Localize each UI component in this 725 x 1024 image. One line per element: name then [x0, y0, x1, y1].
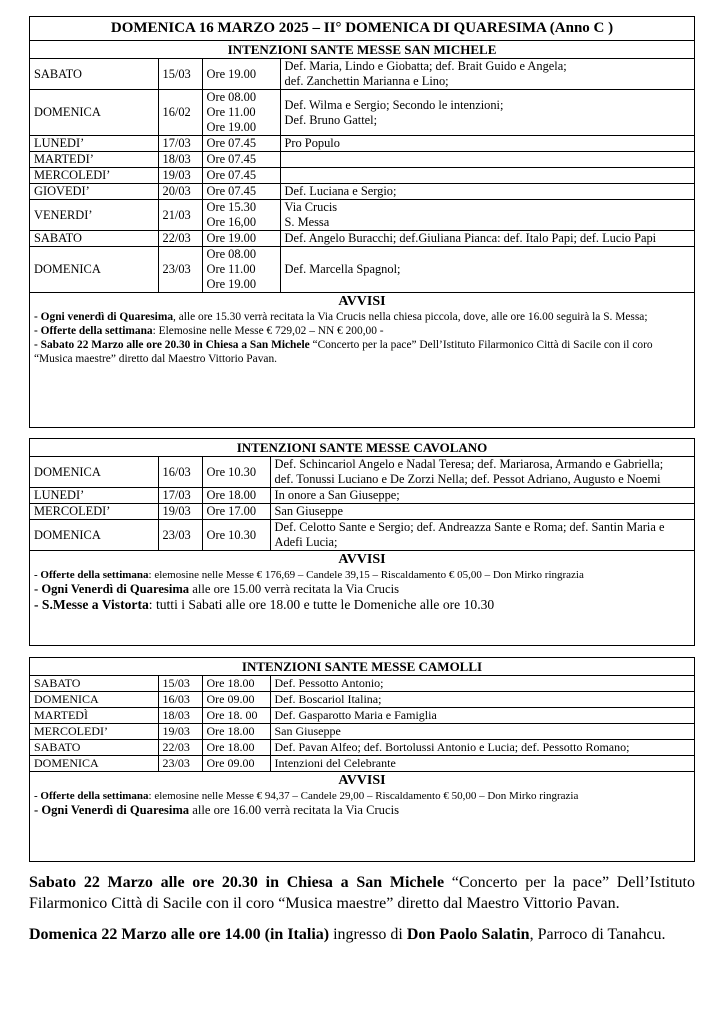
mass-date: 22/03	[158, 231, 202, 247]
mass-day: MERCOLEDI’	[30, 168, 158, 184]
mass-date: 21/03	[158, 200, 202, 231]
avviso-bold: - Ogni venerdì di Quaresima	[34, 311, 174, 323]
mass-day: SABATO	[30, 59, 158, 90]
mass-row	[30, 488, 694, 504]
mass-times	[202, 247, 280, 293]
mass-times	[202, 708, 270, 724]
mass-times	[202, 520, 270, 551]
avvisi-title: AVVISI	[338, 773, 386, 788]
mass-times	[202, 692, 270, 708]
mass-row	[30, 724, 694, 740]
mass-time: Ore 19.00	[206, 277, 257, 291]
mass-day: VENERDI’	[30, 200, 158, 231]
ingresso-notice	[29, 924, 695, 945]
mass-date: 18/03	[158, 708, 202, 724]
mass-times	[202, 152, 280, 168]
san-michele-title: INTENZIONI SANTE MESSE SAN MICHELE	[30, 41, 694, 59]
avviso-text: : elemosine nelle Messe € 94,37 – Candele 29,00 – Riscaldamento € 50,00 – Don Mirko ringrazia	[148, 790, 579, 802]
ingresso-date: Domenica 22 Marzo alle ore 14.00 (in Italia)	[29, 926, 330, 943]
mass-date: 17/03	[158, 488, 202, 504]
mass-date: 19/03	[158, 504, 202, 520]
mass-date: 15/03	[158, 59, 202, 90]
mass-time: Ore 11.00	[206, 105, 256, 119]
mass-time: Ore 10.30	[206, 464, 257, 479]
mass-row	[30, 168, 694, 184]
mass-date: 19/03	[158, 168, 202, 184]
mass-time: Ore 07.45	[206, 152, 257, 166]
mass-day: DOMENICA	[30, 520, 158, 551]
mass-intention: Def. Maria, Lindo e Giobatta; def. Brait Guido e Angela;	[284, 59, 567, 73]
ingresso-priest: Don Paolo Salatin	[406, 926, 530, 943]
mass-time: Ore 08.00	[206, 247, 257, 261]
mass-date: 23/03	[158, 520, 202, 551]
mass-time: Ore 11.00	[206, 262, 256, 276]
mass-times	[202, 724, 270, 740]
mass-times	[202, 184, 280, 200]
mass-day: MERCOLEDI’	[30, 504, 158, 520]
mass-times	[202, 59, 280, 90]
mass-intentions	[270, 457, 694, 488]
san-michele-box	[29, 16, 695, 428]
page-title: DOMENICA 16 MARZO 2025 – II° DOMENICA DI QUARESIMA (Anno C )	[30, 17, 694, 41]
mass-time: Ore 07.45	[206, 184, 257, 198]
mass-intentions	[270, 504, 694, 520]
mass-row	[30, 692, 694, 708]
san-michele-table	[30, 59, 694, 293]
mass-time: Ore 18. 00	[206, 708, 258, 722]
mass-day: LUNEDI’	[30, 136, 158, 152]
mass-intentions	[280, 184, 694, 200]
mass-row	[30, 740, 694, 756]
mass-intention: Def. Gasparotto Maria e Famiglia	[274, 708, 437, 722]
mass-day: SABATO	[30, 231, 158, 247]
mass-day: DOMENICA	[30, 756, 158, 772]
avviso-item	[34, 582, 690, 596]
mass-intentions	[270, 740, 694, 756]
mass-day: LUNEDI’	[30, 488, 158, 504]
concert-notice	[29, 872, 695, 914]
mass-intention: Pro Populo	[284, 136, 340, 150]
avviso-text: , alle ore 15.30 verrà recitata la Via Crucis nella chiesa piccola, dove, alle ore 16.00 seguirà la S. Messa;	[173, 311, 648, 323]
mass-date: 15/03	[158, 676, 202, 692]
mass-time: Ore 19.00	[206, 66, 257, 81]
mass-intentions	[270, 520, 694, 551]
mass-intentions	[280, 200, 694, 231]
mass-date: 23/03	[158, 247, 202, 293]
mass-date: 20/03	[158, 184, 202, 200]
mass-day: GIOVEDI’	[30, 184, 158, 200]
camolli-avvisi	[30, 772, 694, 821]
avviso-text: : tutti i Sabati alle ore 18.00 e tutte le Domeniche alle ore 10.30	[148, 597, 495, 612]
mass-intention: San Giuseppe	[274, 724, 341, 738]
mass-row	[30, 184, 694, 200]
cavolano-title: INTENZIONI SANTE MESSE CAVOLANO	[30, 439, 694, 457]
mass-day: SABATO	[30, 740, 158, 756]
avviso-bold: - Ogni Venerdì di Quaresima	[34, 803, 190, 817]
mass-intention: In onore a San Giuseppe;	[274, 488, 400, 502]
mass-times	[202, 136, 280, 152]
avviso-bold: - Offerte della settimana	[34, 325, 153, 337]
mass-times	[202, 676, 270, 692]
mass-intention: S. Messa	[284, 215, 330, 229]
avviso-bold: - Offerte della settimana	[34, 790, 149, 802]
mass-day: MARTEDÌ	[30, 708, 158, 724]
mass-time: Ore 09.00	[206, 692, 255, 706]
avviso-item	[34, 310, 690, 324]
mass-row	[30, 136, 694, 152]
mass-intentions	[280, 90, 694, 136]
mass-date: 18/03	[158, 152, 202, 168]
mass-time: Ore 07.45	[206, 136, 257, 150]
avviso-item	[34, 568, 690, 582]
mass-intentions	[270, 488, 694, 504]
mass-intentions	[270, 708, 694, 724]
bottom-notices	[29, 872, 695, 945]
mass-times	[202, 740, 270, 756]
mass-times	[202, 231, 280, 247]
mass-time: Ore 10.30	[206, 527, 257, 542]
mass-row	[30, 708, 694, 724]
mass-time: Ore 19.00	[206, 231, 257, 245]
avviso-text: : elemosine nelle Messe € 176,69 – Candele 39,15 – Riscaldamento € 05,00 – Don Mirko ringrazia	[148, 569, 584, 581]
mass-intention: Def. Pessotto Antonio;	[274, 676, 384, 690]
mass-time: Ore 07.45	[206, 168, 257, 182]
avviso-bold: - S.Messe a Vistorta	[34, 597, 149, 612]
mass-times	[202, 504, 270, 520]
concert-notice-text: “Concerto per la pace” Dell’Istituto Filarmonico Città di Sacile con il coro “Musica maestre” diretto dal Maestro Vittorio Pavan.	[29, 874, 696, 912]
mass-date: 22/03	[158, 740, 202, 756]
mass-time: Ore 19.00	[206, 120, 257, 134]
mass-intention: def. Zanchettin Marianna e Lino;	[284, 74, 449, 88]
avviso-item	[34, 803, 690, 817]
mass-row	[30, 200, 694, 231]
avviso-bold: - Sabato 22 Marzo alle ore 20.30 in Chiesa a San Michele	[34, 339, 310, 351]
mass-day: MERCOLEDI’	[30, 724, 158, 740]
mass-times	[202, 90, 280, 136]
mass-intentions	[270, 756, 694, 772]
mass-time: Ore 18.00	[206, 676, 255, 690]
mass-date: 17/03	[158, 136, 202, 152]
mass-intentions	[280, 59, 694, 90]
mass-day: SABATO	[30, 676, 158, 692]
mass-intentions	[280, 152, 694, 168]
mass-row	[30, 676, 694, 692]
mass-intentions	[270, 692, 694, 708]
mass-row	[30, 457, 694, 488]
avvisi-title: AVVISI	[338, 294, 386, 309]
mass-date: 16/02	[158, 90, 202, 136]
camolli-title: INTENZIONI SANTE MESSE CAMOLLI	[30, 658, 694, 676]
mass-intentions	[280, 231, 694, 247]
avviso-text: alle ore 16.00 verrà recitata la Via Crucis	[189, 803, 399, 817]
bulletin-page	[29, 16, 695, 945]
mass-intention: Intenzioni del Celebrante	[274, 756, 396, 770]
mass-date: 16/03	[158, 692, 202, 708]
mass-intention: Def. Celotto Sante e Sergio; def. Andreazza Sante e Roma; def. Santin Maria e	[274, 520, 665, 534]
avviso-bold: - Offerte della settimana	[34, 569, 149, 581]
avviso-item	[34, 338, 690, 366]
mass-row	[30, 90, 694, 136]
mass-date: 16/03	[158, 457, 202, 488]
mass-row	[30, 520, 694, 551]
camolli-box	[29, 657, 695, 862]
mass-row	[30, 152, 694, 168]
mass-intention: Adefi Lucia;	[274, 535, 338, 549]
mass-intention: Def. Wilma e Sergio; Secondo le intenzioni;	[284, 97, 504, 112]
avviso-text: alle ore 15.00 verrà recitata la Via Crucis	[189, 582, 399, 596]
mass-day: DOMENICA	[30, 90, 158, 136]
mass-times	[202, 457, 270, 488]
ingresso-text: ingresso di	[329, 926, 407, 943]
mass-intention: Via Crucis	[284, 200, 338, 214]
mass-intentions	[270, 724, 694, 740]
mass-times	[202, 200, 280, 231]
concert-notice-bold: Sabato 22 Marzo alle ore 20.30 in Chiesa a San Michele	[29, 874, 445, 891]
mass-intention: Def. Schincariol Angelo e Nadal Teresa; def. Mariarosa, Armando e Gabriella;	[274, 457, 664, 471]
avviso-item	[34, 596, 690, 613]
mass-day: MARTEDI’	[30, 152, 158, 168]
mass-intentions	[270, 676, 694, 692]
camolli-table	[30, 676, 694, 772]
mass-intentions	[280, 136, 694, 152]
mass-intention: Def. Pavan Alfeo; def. Bortolussi Antonio e Lucia; def. Pessotto Romano;	[274, 740, 630, 754]
avviso-item	[34, 324, 690, 338]
mass-intentions	[280, 247, 694, 293]
mass-date: 19/03	[158, 724, 202, 740]
mass-row	[30, 59, 694, 90]
mass-row	[30, 756, 694, 772]
mass-time: Ore 08.00	[206, 90, 257, 104]
mass-intentions	[280, 168, 694, 184]
mass-time: Ore 18.00	[206, 488, 257, 502]
ingresso-parish: , Parroco di Tanahcu.	[529, 926, 666, 943]
mass-row	[30, 504, 694, 520]
avvisi-title: AVVISI	[338, 552, 386, 567]
avviso-item	[34, 789, 690, 803]
mass-times	[202, 488, 270, 504]
mass-day: DOMENICA	[30, 457, 158, 488]
mass-row	[30, 247, 694, 293]
cavolano-box	[29, 438, 695, 646]
cavolano-avvisi	[30, 551, 694, 617]
mass-time: Ore 18.00	[206, 724, 255, 738]
mass-row	[30, 231, 694, 247]
avviso-text: : Elemosine nelle Messe € 729,02 – NN € 200,00 -	[152, 325, 384, 337]
mass-intention: Def. Marcella Spagnol;	[284, 262, 401, 276]
mass-intention: def. Tonussi Luciano e De Zorzi Nella; def. Pessot Adriano, Augusto e Noemi	[274, 472, 661, 486]
mass-intention: Def. Luciana e Sergio;	[284, 184, 397, 198]
mass-time: Ore 16,00	[206, 215, 257, 229]
mass-date: 23/03	[158, 756, 202, 772]
mass-time: Ore 15.30	[206, 200, 257, 214]
san-michele-avvisi	[30, 293, 694, 370]
mass-time: Ore 09.00	[206, 756, 255, 770]
avviso-bold: - Ogni Venerdì di Quaresima	[34, 582, 190, 596]
mass-day: DOMENICA	[30, 692, 158, 708]
mass-intention: Def. Angelo Buracchi; def.Giuliana Pianca: def. Italo Papi; def. Lucio Papi	[284, 231, 657, 245]
mass-times	[202, 756, 270, 772]
avviso-text: “Concerto per la pace” Dell’Istituto Filarmonico Città di Sacile con il coro “Musica maestre” diretto dal Maestro Vittorio Pavan.	[34, 339, 653, 365]
mass-intention: San Giuseppe	[274, 504, 343, 518]
mass-times	[202, 168, 280, 184]
mass-time: Ore 17.00	[206, 504, 257, 518]
mass-intention: Def. Bruno Gattel;	[284, 112, 378, 127]
mass-day: DOMENICA	[30, 247, 158, 293]
cavolano-table	[30, 457, 694, 551]
mass-time: Ore 18.00	[206, 740, 255, 754]
mass-intention: Def. Boscariol Italina;	[274, 692, 382, 706]
